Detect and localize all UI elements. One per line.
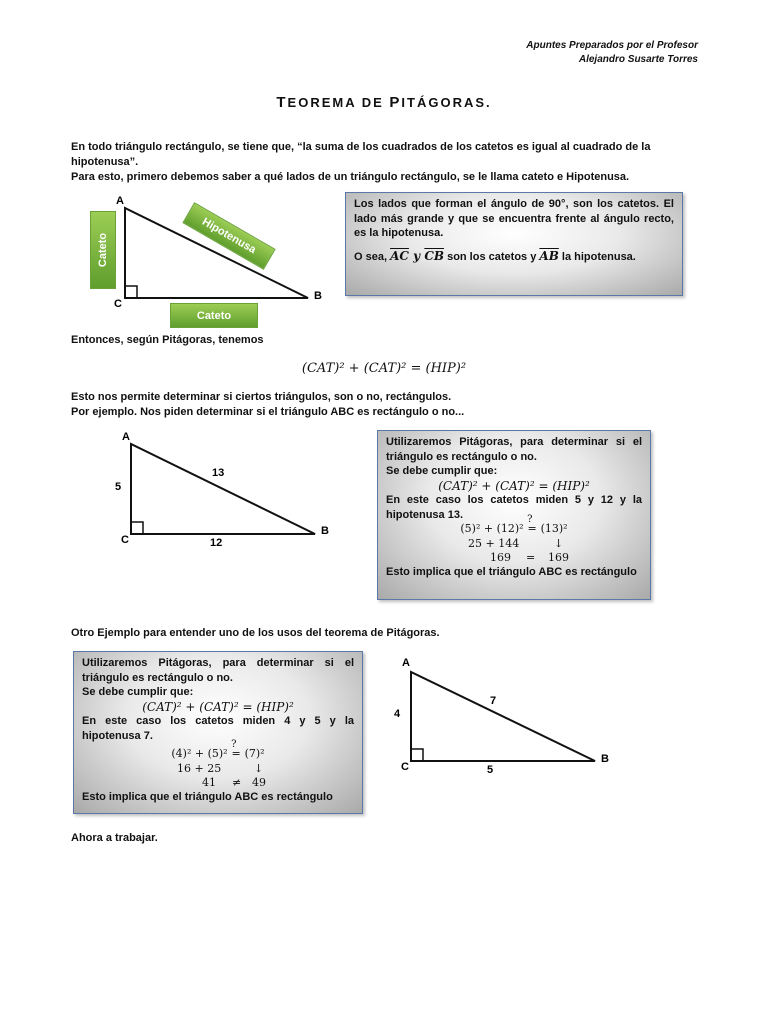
- down-arrow-icon: ↓: [254, 761, 264, 775]
- intro-line-2: Para esto, primero debemos saber a qué lados de un triángulo rectángulo, se le llama cateto e Hipotenusa.: [71, 171, 630, 183]
- page-title: [0, 94, 768, 111]
- question-mark: ?: [527, 514, 533, 525]
- example-intro: [71, 390, 701, 420]
- title-initial-1: T: [276, 94, 288, 111]
- vertex-b: B: [314, 290, 322, 302]
- triangle-shape: [411, 672, 595, 761]
- vertex-c: C: [114, 298, 122, 310]
- eq1-equals: =: [231, 747, 241, 760]
- example-intro-line-2: Por ejemplo. Nos piden determinar si el triángulo ABC es rectángulo o no...: [71, 406, 465, 418]
- right-angle-mark: [125, 286, 137, 298]
- triangle-diagram-2: [110, 425, 345, 555]
- triangle-shape: [131, 444, 315, 534]
- example-1-equation-1: [386, 514, 642, 537]
- side-ac-length: 5: [115, 481, 122, 493]
- header-line-2: Alejandro Susarte Torres: [578, 54, 698, 65]
- hipotenusa-text: Hipotenusa: [200, 215, 258, 257]
- vertex-a: A: [116, 195, 124, 207]
- vertex-c: C: [121, 534, 129, 546]
- cateto-vertical-text: Cateto: [97, 232, 110, 268]
- segments-prefix: O sea,: [354, 250, 391, 263]
- example-2-condition: Se debe cumplir que:: [82, 686, 194, 698]
- vertex-b: B: [601, 753, 609, 765]
- eq3-left: 41: [202, 775, 216, 789]
- eq2-left: 16 + 25: [177, 761, 222, 775]
- side-cb-length: 12: [210, 537, 223, 549]
- triangle-diagram-3: [390, 655, 625, 780]
- author-header: [526, 39, 698, 67]
- definition-text: Los lados que forman el ángulo de 90°, son los catetos. El lado más grande y que se encuentra frente al ángulo recto, es la hipotenusa.: [354, 198, 674, 239]
- example-1-equation-3: [386, 551, 642, 565]
- cateto-horizontal-text: Cateto: [196, 309, 232, 322]
- eq1-right: (7)²: [244, 747, 265, 760]
- segment-y: y: [413, 248, 421, 263]
- eq3-operator: =: [526, 550, 536, 564]
- header-line-1: Apuntes Preparados por el Profesor: [526, 40, 698, 51]
- example-2-formula: (CAT)² + (CAT)² = (HIP)²: [142, 699, 294, 714]
- example-1-conclusion: Esto implica que el triángulo ABC es rectángulo: [386, 565, 637, 578]
- definition-segments: [354, 249, 674, 265]
- example-2-equation-3: [82, 776, 354, 790]
- example-2-box: [73, 651, 363, 814]
- example-1-equation-2: [386, 537, 642, 551]
- example-2-equation-1: [82, 739, 354, 762]
- eq2-left: 25 + 144: [468, 536, 520, 550]
- cateto-vertical-label: [90, 211, 116, 289]
- vertex-c: C: [401, 761, 409, 773]
- segment-cb: $\overline{CB}$: [424, 248, 445, 263]
- segment-ab: $\overline{AB}$: [539, 248, 559, 263]
- segments-suffix: la hipotenusa.: [558, 250, 636, 263]
- eq3-left: 169: [490, 550, 511, 564]
- segments-mid: son los catetos y: [444, 250, 540, 263]
- eq1-right: (13)²: [540, 522, 568, 535]
- intro-line-1: En todo triángulo rectángulo, se tiene que, “la suma de los cuadrados de los catetos es igual al cuadrado de la hipotenusa”.: [71, 141, 651, 168]
- example-2-conclusion: Esto implica que el triángulo ABC es rectángulo: [82, 790, 333, 803]
- question-mark: ?: [231, 739, 237, 750]
- intro-paragraph: [71, 140, 701, 185]
- vertex-b: B: [321, 525, 329, 537]
- example-intro-line-1: Esto nos permite determinar si ciertos triángulos, son o no, rectángulos.: [71, 391, 452, 403]
- example-2-equation-2: [82, 762, 354, 776]
- example-1-formula: (CAT)² + (CAT)² = (HIP)²: [438, 478, 590, 493]
- closing-text: Ahora a trabajar.: [71, 832, 158, 844]
- down-arrow-icon: ↓: [554, 536, 564, 550]
- title-part-2: ITÁGORAS.: [401, 95, 492, 110]
- title-initial-2: P: [389, 94, 402, 111]
- example-1-intro: Utilizaremos Pitágoras, para determinar si el triángulo es rectángulo o no.: [386, 436, 642, 463]
- right-angle-mark: [131, 522, 143, 534]
- example-1-condition: Se debe cumplir que:: [386, 465, 498, 477]
- right-angle-mark: [411, 749, 423, 761]
- eq3-right: 169: [548, 550, 569, 564]
- main-formula: (CAT)² + (CAT)² = (HIP)²: [301, 361, 467, 376]
- example-1-values: En este caso los catetos miden 5 y 12 y la hipotenusa 13.: [386, 494, 642, 521]
- side-ab-length: 13: [212, 467, 225, 479]
- vertex-a: A: [402, 657, 410, 669]
- eq3-right: 49: [252, 775, 266, 789]
- segment-ac: $\overline{AC}$: [390, 248, 409, 263]
- side-ab-length: 7: [490, 695, 497, 707]
- example-1-box: [377, 430, 651, 600]
- eq3-operator: ≠: [232, 775, 242, 789]
- eq1-left: (4)² + (5)²: [171, 747, 228, 760]
- example-2-values: En este caso los catetos miden 4 y 5 y la hipotenusa 7.: [82, 715, 354, 742]
- eq1-equals: =: [527, 522, 537, 535]
- statement-text: Entonces, según Pitágoras, tenemos: [71, 334, 264, 346]
- side-cb-length: 5: [487, 764, 494, 776]
- side-ac-length: 4: [394, 708, 401, 720]
- cateto-horizontal-label: [170, 303, 258, 328]
- title-part-1: EOREMA DE: [287, 95, 390, 110]
- second-example-intro: Otro Ejemplo para entender uno de los usos del teorema de Pitágoras.: [71, 627, 440, 639]
- definition-box: [345, 192, 683, 296]
- eq1-left: (5)² + (12)²: [460, 522, 524, 535]
- example-2-intro: Utilizaremos Pitágoras, para determinar si el triángulo es rectángulo o no.: [82, 657, 354, 684]
- vertex-a: A: [122, 431, 130, 443]
